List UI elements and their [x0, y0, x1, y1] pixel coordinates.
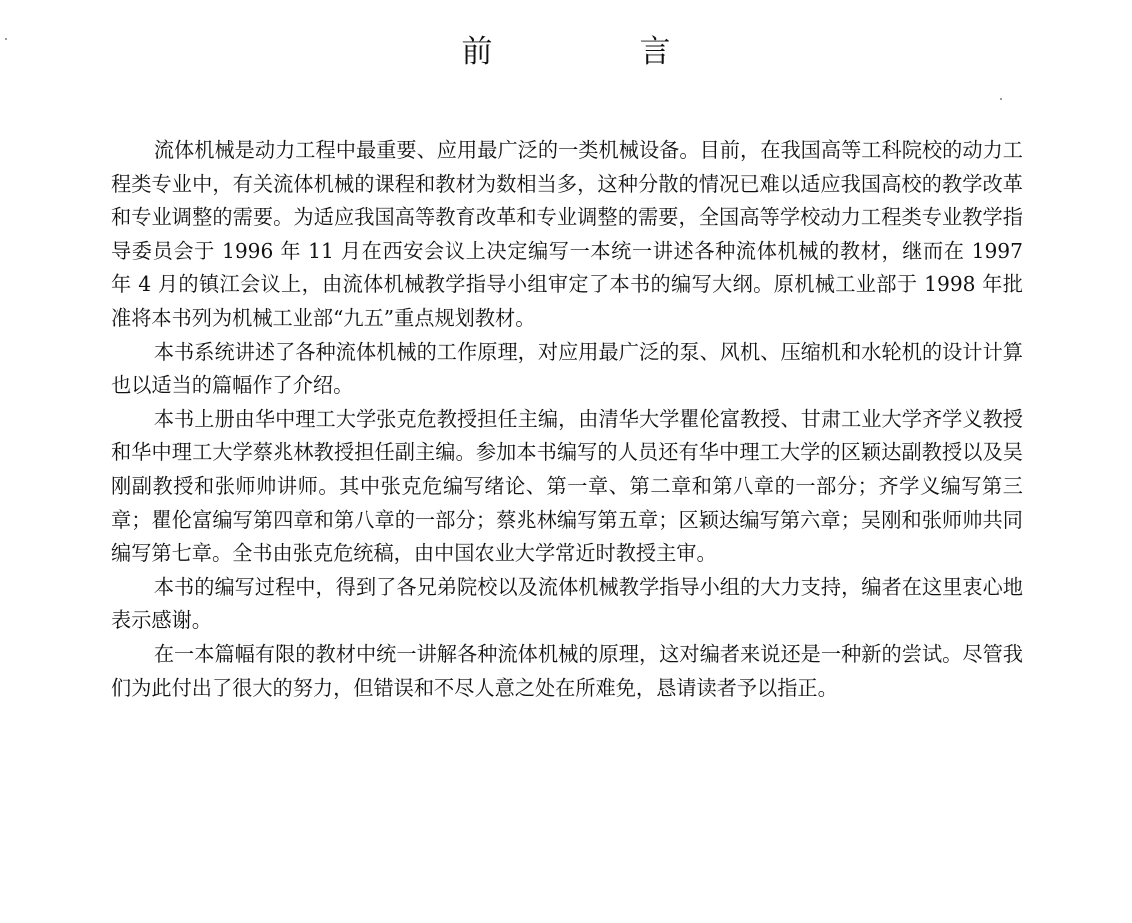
paragraph: 流体机械是动力工程中最重要、应用最广泛的一类机械设备。目前，在我国高等工科院校的动力工程类专业中，有关流体机械的课程和教材为数相当多，这种分散的情况已难以适应我国高校的教学改革和专业调整的需要。为适应我国高等教育改革和专业调整的需要，全国高等学校动力工程类专业教学指导委员会于 1996 年 11 月在西安会议上决定编写一本统一讲述各种流体机械的教材，继而在 1997 年 4 月的镇江会议上，由流体机械教学指导小组审定了本书的编写大纲。原机械工业部于 1998 年批准将本书列为机械工业部“九五”重点规划教材。	[111, 138, 1023, 330]
page-title: 前 言	[461, 34, 729, 70]
paragraph: 在一本篇幅有限的教材中统一讲解各种流体机械的原理，这对编者来说还是一种新的尝试。尽管我们为此付出了很大的努力，但错误和不尽人意之处在所难免，恳请读者予以指正。	[111, 641, 1023, 700]
paragraph: 本书上册由华中理工大学张克危教授担任主编，由清华大学瞿伦富教授、甘肃工业大学齐学义教授和华中理工大学蔡兆林教授担任副主编。参加本书编写的人员还有华中理工大学的区颖达副教授以及吴刚副教授和张师帅讲师。其中张克危编写绪论、第一章、第二章和第八章的一部分；齐学义编写第三章；瞿伦富编写第四章和第八章的一部分；蔡兆林编写第五章；区颖达编写第六章；吴刚和张师帅共同编写第七章。全书由张克危统稿，由中国农业大学常近时教授主审。	[111, 406, 1023, 566]
scan-speck	[1000, 98, 1002, 100]
paragraph: 本书的编写过程中，得到了各兄弟院校以及流体机械教学指导小组的大力支持，编者在这里衷心地表示感谢。	[111, 574, 1023, 633]
scan-speck	[5, 38, 7, 40]
preface-body	[111, 134, 1023, 705]
paragraph: 本书系统讲述了各种流体机械的工作原理，对应用最广泛的泵、风机、压缩机和水轮机的设计计算也以适当的篇幅作了介绍。	[111, 339, 1023, 398]
